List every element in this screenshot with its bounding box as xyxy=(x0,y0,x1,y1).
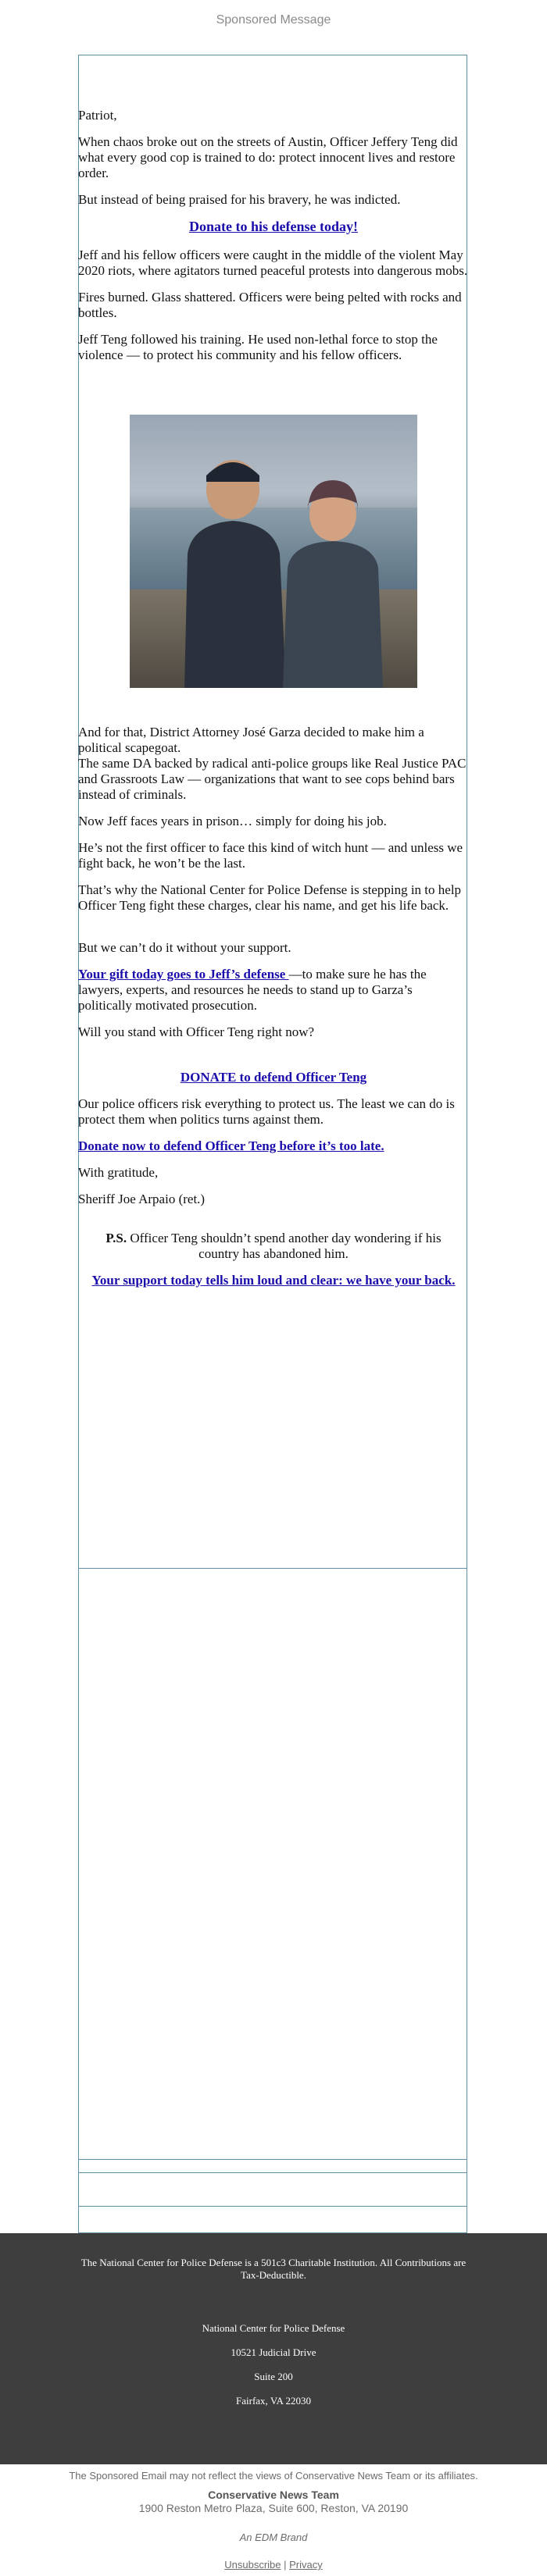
paragraph: Fires burned. Glass shattered. Officers were being pelted with rocks and bottles. xyxy=(78,290,462,320)
ad-placeholder xyxy=(78,1568,467,2160)
paragraph: But we can’t do it without your support. xyxy=(78,940,291,955)
donate-link-1[interactable]: Donate to his defense today! xyxy=(189,219,358,234)
donate-link-2[interactable]: Your gift today goes to Jeff’s defense xyxy=(78,967,289,982)
person-silhouette xyxy=(278,476,388,688)
publisher-footer xyxy=(0,2464,547,2571)
footer-street: 10521 Judicial Drive xyxy=(231,2346,316,2358)
link-separator: | xyxy=(284,2559,287,2571)
footer-suite: Suite 200 xyxy=(254,2371,293,2382)
footer-disclaimer: The National Center for Police Defense is a 501c3 Charitable Institution. All Contributions are Tax-Deductible. xyxy=(80,2257,467,2281)
paragraph: But instead of being praised for his bravery, he was indicted. xyxy=(78,192,401,207)
paragraph: Now Jeff faces years in prison… simply for doing his job. xyxy=(78,814,387,828)
postscript xyxy=(86,1231,461,1262)
paragraph: And for that, District Attorney José Garza decided to make him a political scapegoat. xyxy=(78,725,424,755)
paragraph: Will you stand with Officer Teng right now? xyxy=(78,1024,315,1039)
paragraph: He’s not the first officer to face this kind of witch hunt — and unless we fight back, he won’t be the last. xyxy=(78,840,463,871)
paragraph-rest: —to make sure he has the lawyers, experts, and resources he needs to stand up to Garza’s politically motivated prosecution. xyxy=(78,967,427,1013)
publisher-name: Conservative News Team xyxy=(208,2489,339,2501)
signature: Sheriff Joe Arpaio (ret.) xyxy=(78,1192,206,1206)
gift-paragraph xyxy=(78,967,469,1014)
paragraph: When chaos broke out on the streets of Austin, Officer Jeffery Teng did what every good cop is trained to do: protect innocent lives and restore order. xyxy=(78,134,458,180)
footer-city: Fairfax, VA 22030 xyxy=(236,2395,311,2407)
sponsored-header xyxy=(0,0,547,41)
paragraph: Our police officers risk everything to protect us. The least we can do is protect them when politics turns against them. xyxy=(78,1096,455,1127)
letter-body xyxy=(78,108,469,1288)
footer xyxy=(0,2233,547,2464)
publisher-address: 1900 Reston Metro Plaza, Suite 600, Reston, VA 20190 xyxy=(138,2502,409,2514)
publisher-note: The Sponsored Email may not reflect the views of Conservative News Team or its affiliates. xyxy=(69,2470,478,2482)
paragraph: The same DA backed by radical anti-police groups like Real Justice PAC and Grassroots Law — organizations that want to see cops behind bars instead of criminals. xyxy=(78,756,467,802)
greeting: Patriot, xyxy=(78,108,117,123)
publisher-links xyxy=(0,2558,547,2571)
paragraph: That’s why the National Center for Police Defense is stepping in to help Officer Teng fight these charges, clear his name, and get his life back. xyxy=(78,882,462,913)
footer-address xyxy=(0,2322,547,2407)
publisher-brand: An EDM Brand xyxy=(239,2531,308,2543)
privacy-link[interactable]: Privacy xyxy=(289,2559,323,2571)
ad-strip-placeholder xyxy=(78,2172,467,2207)
photo-container xyxy=(78,415,469,692)
paragraph: Jeff Teng followed his training. He used non-lethal force to stop the violence — to protect his community and his fellow officers. xyxy=(78,332,438,362)
ps-label: P.S. xyxy=(105,1231,127,1245)
officer-photo xyxy=(130,415,417,688)
donate-link-4[interactable]: Donate now to defend Officer Teng before it’s too late. xyxy=(78,1138,384,1153)
paragraph: Jeff and his fellow officers were caught in the middle of the violent May 2020 riots, where agitators turned peaceful protests into dangerous mobs. xyxy=(78,248,468,278)
donate-link-3[interactable]: DONATE to defend Officer Teng xyxy=(180,1070,367,1085)
ps-text: Officer Teng shouldn’t spend another day wondering if his country has abandoned him. xyxy=(127,1231,442,1261)
person-silhouette xyxy=(177,452,294,688)
donate-link-5[interactable]: Your support today tells him loud and clear: we have your back. xyxy=(91,1273,456,1288)
unsubscribe-link[interactable]: Unsubscribe xyxy=(224,2559,281,2571)
sponsored-label: Sponsored Message xyxy=(216,13,331,27)
footer-org: National Center for Police Defense xyxy=(202,2322,345,2334)
closing: With gratitude, xyxy=(78,1165,159,1180)
